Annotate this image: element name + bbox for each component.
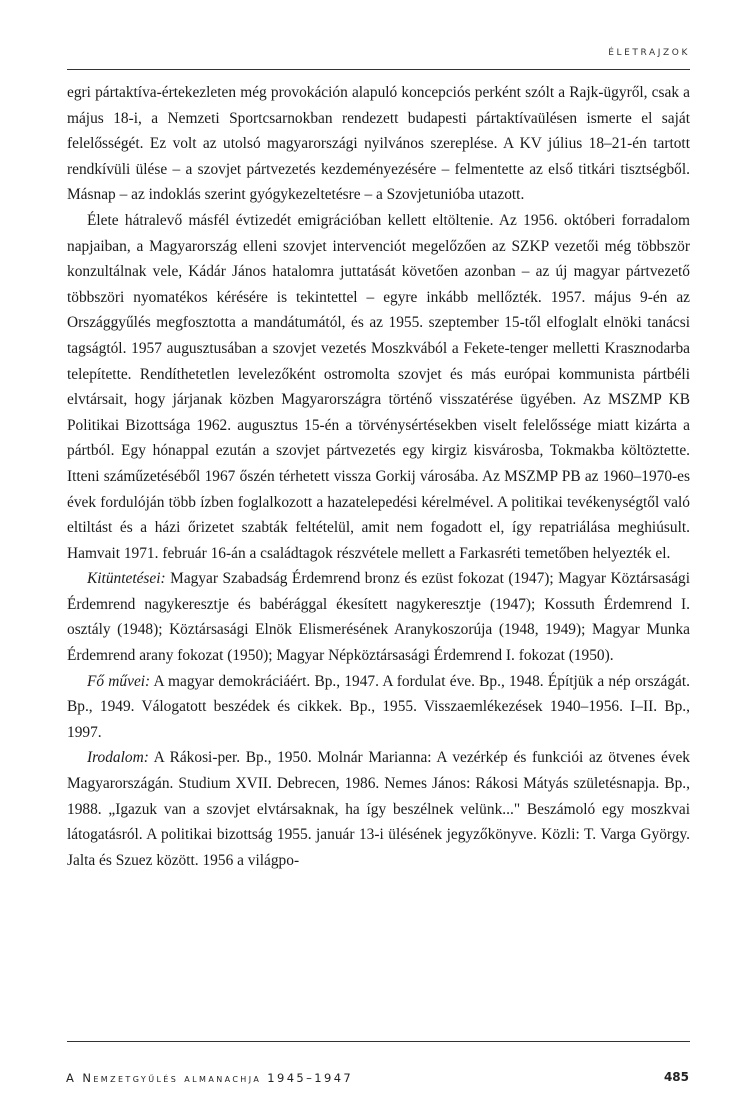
footer-rule — [67, 1041, 690, 1042]
body-text — [67, 80, 690, 873]
running-head: ÉLETRAJZOK — [608, 48, 690, 58]
footer-title: A Nemzetgyűlés almanachja 1945–1947 — [66, 1071, 354, 1085]
page-number: 485 — [663, 1070, 689, 1084]
works-text: A magyar demokráciáért. Bp., 1947. A fordulat éve. Bp., 1948. Építjük a nép országát. Bp., 1949. Válogatott beszédek és cikkek. Bp., 1955. Visszaemlékezések 1940–1956. I–II. Bp., 1997. — [67, 672, 690, 741]
paragraph-works — [67, 669, 690, 746]
paragraph — [67, 208, 690, 566]
paragraph-literature — [67, 745, 690, 873]
paragraph-awards — [67, 566, 690, 668]
paragraph-text: Élete hátralevő másfél évtizedét emigrációban kellett eltöltenie. Az 1956. októberi forradalom napjaiban, a Magyarország elleni szovjet intervenciót megelőzően az SZKP vezetői még többször konzultálnak vele, Kádár János hatalomra juttatását követően azonban – az új magyar pártvezető többszöri nyomatékos kérésére is tekintettel – egyre inkább mellőzték. 1957. május 9-én az Országgyűlés megfosztotta a mandátumától, és az 1955. szeptember 15-től elfoglalt elnöki tanácsi tagságtól. 1957 augusztusában a szovjet vezetés Moszkvából a Fekete-tenger melletti Krasznodarba telepítette. Rendíthetetlen levelezőként ostromolta szovjet és más európai kommunista pártbéli elvtársait, hogy járjanak közben Magyarországra történő visszatérése ügyében. Az MSZMP KB Politikai Bizottsága 1962. augusztus 15-én a törvénysértésekben viselt felelőssége miatt kizárta a pártból. Egy hónappal ezután a szovjet pártvezetés egy kirgiz kisvárosba, Tokmakba költöztette. Itteni száműzetéséből 1967 őszén térhetett vissza Gorkij városába. Az MSZMP PB az 1960–1970-es évek fordulóján több ízben foglalkozott a hazatelepedési kérelmével. A politikai tevékenységtől való eltiltást és a házi őrizetet szabták feltételül, amit nem fogadott el, így repatriálása meghiúsult. Hamvait 1971. február 16-án a családtagok részvétele mellett a Farkasréti temetőben helyezték el. — [67, 211, 690, 562]
header-rule — [67, 69, 690, 70]
awards-text: Magyar Szabadság Érdemrend bronz és ezüst fokozat (1947); Magyar Köztársasági Érdemrend nagykeresztje és babérággal ékesített nagykeresztje (1947); Kossuth Érdemrend I. osztály (1948); Köztársasági Elnök Elismerésének Aranykoszorúja (1948, 1949); Magyar Munka Érdemrend arany fokozat (1950); Magyar Népköztársasági Érdemrend I. fokozat (1950). — [67, 570, 690, 665]
awards-label: Kitüntetései: — [87, 570, 166, 588]
paragraph — [67, 80, 690, 208]
literature-label: Irodalom: — [87, 749, 149, 767]
literature-text: A Rákosi-per. Bp., 1950. Molnár Marianna: A vezérkép és funkciói az ötvenes évek Magyarországán. Studium XVII. Debrecen, 1986. Nemes János: Rákosi Mátyás születésnapja. Bp., 1988. „Igazuk van a szovjet elvtársaknak, ha így beszélnek velünk..." Beszámoló egy moszkvai látogatásról. A politikai bizottság 1955. január 13-i ülésének jegyzőkönyve. Közli: T. Varga György. Jalta és Szuez között. 1956 a világpo- — [67, 749, 690, 869]
works-label: Fő művei: — [87, 672, 151, 690]
paragraph-text: egri pártaktíva-értekezleten még provokáción alapuló koncepciós perként szólt a Rajk-ügyről, csak a május 18-i, a Nemzeti Sportcsarnokban rendezett budapesti pártaktívaülésen ismerte el saját felelősségét. Ez volt az utolsó magyarországi nyilvános szereplése. A KV július 18–21-én tartott rendkívüli ülése – a szovjet pártvezetés kezdeményezésére – felmentette az első titkári tisztségből. Másnap – az indoklás szerint gyógykezeltetésre – a Szovjetunióba utazott. — [67, 84, 690, 204]
